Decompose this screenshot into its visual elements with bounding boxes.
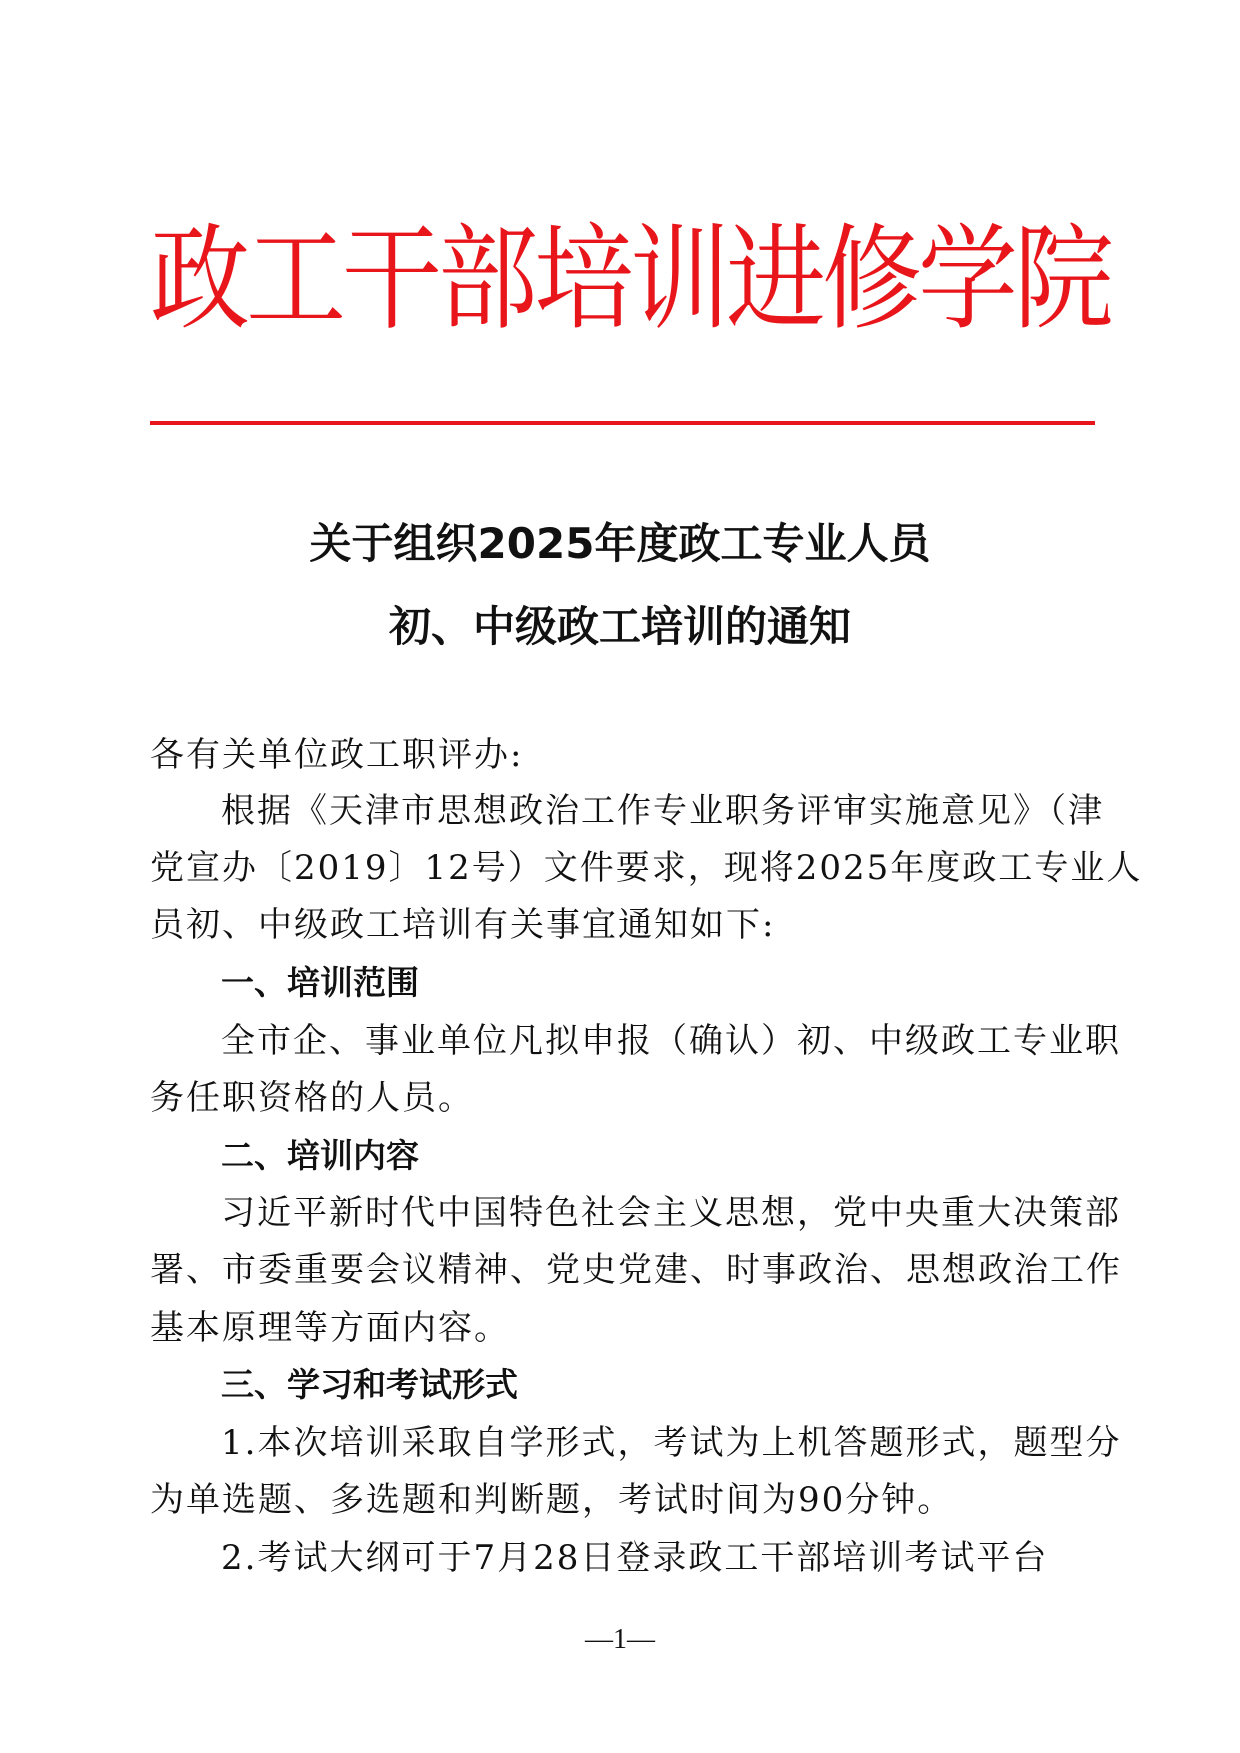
section-heading-scope: 一、培训范围 (221, 963, 419, 1002)
page-number: —1— (585, 1624, 655, 1655)
letterhead-red-rule (150, 421, 1095, 425)
section-content-line: 基本原理等方面内容。 (150, 1308, 510, 1348)
letterhead-org-name: 政工干部培训进修学院 (150, 212, 1110, 346)
section-scope-line: 全市企、事业单位凡拟申报（确认）初、中级政工专业职 (221, 1021, 1121, 1061)
section-format-line: 为单选题、多选题和判断题，考试时间为90分钟。 (150, 1480, 954, 1520)
section-heading-format: 三、学习和考试形式 (221, 1365, 518, 1404)
section-format-line: 2.考试大纲可于7月28日登录政工干部培训考试平台 (221, 1538, 1049, 1578)
section-scope-line: 务任职资格的人员。 (150, 1078, 474, 1118)
intro-line: 党宣办〔2019〕12号）文件要求，现将2025年度政工专业人 (150, 848, 1143, 888)
intro-line: 根据《天津市思想政治工作专业职务评审实施意见》（津 (221, 791, 1104, 831)
document-title-line-1: 关于组织2025年度政工专业人员 (309, 519, 931, 568)
section-heading-content: 二、培训内容 (221, 1136, 419, 1175)
document-title-line-2: 初、中级政工培训的通知 (388, 602, 851, 651)
salutation: 各有关单位政工职评办: (150, 735, 524, 775)
section-content-line: 署、市委重要会议精神、党史党建、时事政治、思想政治工作 (150, 1250, 1122, 1290)
intro-line: 员初、中级政工培训有关事宜通知如下: (150, 905, 776, 945)
section-content-line: 习近平新时代中国特色社会主义思想，党中央重大决策部 (221, 1193, 1121, 1233)
section-format-line: 1.本次培训采取自学形式，考试为上机答题形式，题型分 (221, 1423, 1122, 1463)
